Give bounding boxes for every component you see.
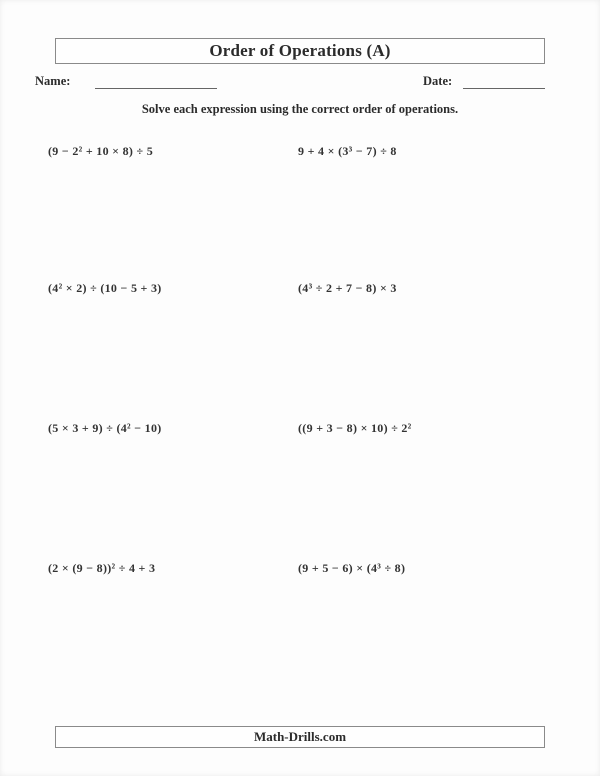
footer-text: Math-Drills.com (253, 729, 347, 744)
expression-2: 9 + 4 × (3³ − 7) ÷ 8 (298, 144, 397, 158)
expression-8: (9 + 5 − 6) × (4³ ÷ 8) (298, 561, 406, 575)
instruction-text: Solve each expression using the correct order of operations. (141, 102, 459, 116)
expression-1: (9 − 2² + 10 × 8) ÷ 5 (48, 144, 153, 158)
expression-3: (4² × 2) ÷ (10 − 5 + 3) (48, 281, 162, 295)
expression-4: (4³ ÷ 2 + 7 − 8) × 3 (298, 281, 397, 295)
date-label: Date: (423, 74, 453, 88)
expression-7: (2 × (9 − 8))² ÷ 4 + 3 (48, 561, 156, 575)
expression-5: (5 × 3 + 9) ÷ (4² − 10) (48, 421, 162, 435)
expression-6: ((9 + 3 − 8) × 10) ÷ 2² (298, 421, 412, 435)
page-title: Order of Operations (A) (209, 41, 391, 60)
name-label: Name: (35, 74, 71, 88)
footer-box (55, 726, 545, 748)
